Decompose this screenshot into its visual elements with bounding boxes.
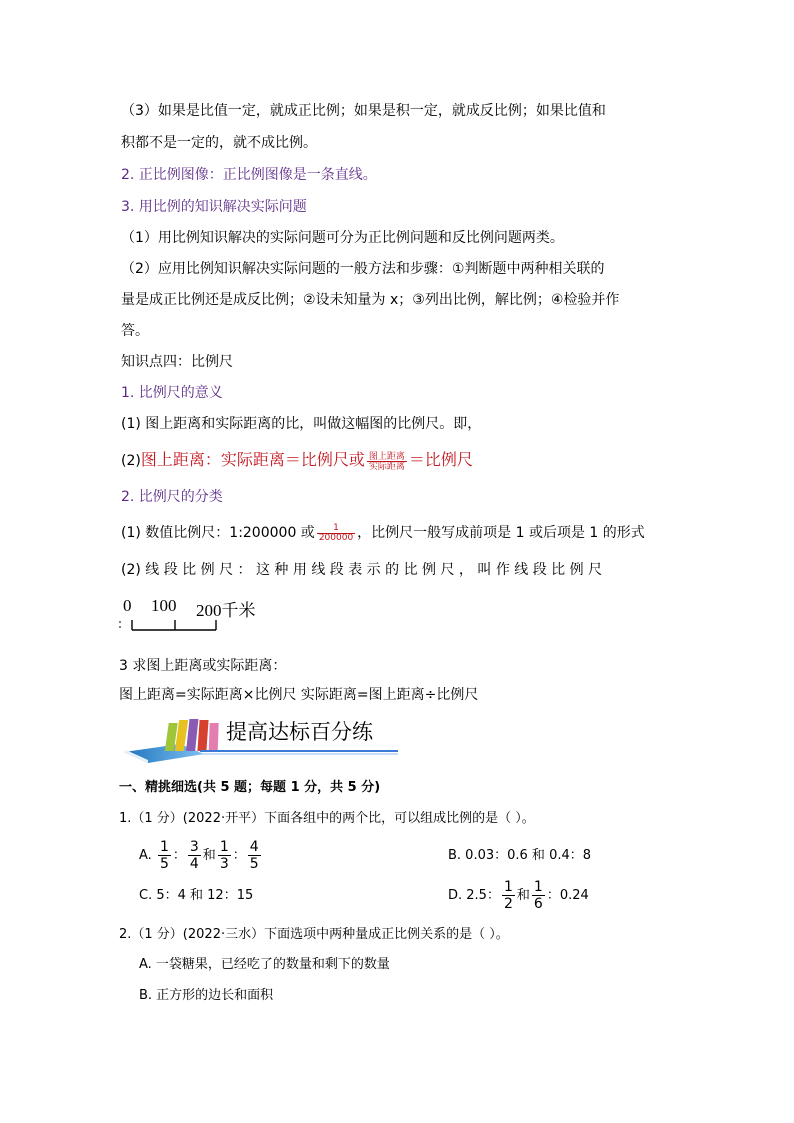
numeric-scale-fraction — [317, 524, 355, 543]
numerator: 1 — [503, 879, 513, 895]
and-word: 和 — [202, 848, 216, 863]
option-d-tail: ：0.24 — [546, 888, 589, 903]
formula-fraction — [367, 452, 407, 471]
line-segment-scale-text: (2) 线 段 比 例 尺 ： 这 种 用 线 段 表 示 的 比 例 尺 ， 叫 作 线 段 比 例 尺 — [121, 562, 603, 578]
scale-definition: (1) 图上距离和实际距离的比，叫做这幅图的比例尺。即， — [121, 416, 482, 432]
numeric-scale-fraction-numerator: 1 — [317, 524, 355, 534]
find-distance-heading: 3 求图上距离或实际距离： — [119, 658, 287, 674]
option-d-label: D. 2.5： — [448, 888, 500, 903]
scale-label-200: 200千米 — [196, 601, 256, 620]
fraction-1-2 — [502, 879, 515, 912]
numeric-scale-line — [121, 520, 645, 546]
fraction-3-4 — [188, 839, 201, 872]
subheading-proportional-graph: 2. 正比例图像：正比例图像是一条直线。 — [121, 167, 377, 183]
numerator: 1 — [533, 879, 543, 895]
fraction-1-6 — [532, 879, 545, 912]
text-line-6: （2）应用比例知识解决实际问题的一般方法和步骤：①判断题中两种相关联的 — [121, 261, 605, 277]
section-heading-scale: 知识点四：比例尺 — [121, 354, 233, 370]
numeric-scale-part2: ，比例尺一般写成前项是 1 或后项是 1 的形式 — [357, 525, 645, 541]
banner-title: 提高达标百分练 — [226, 720, 373, 744]
fraction-1-3 — [218, 839, 231, 872]
fraction-1-5 — [158, 839, 171, 872]
text-line-7: 量是成正比例还是成反比例；②设未知量为 x；③列出比例，解比例；④检验并作 — [121, 292, 620, 308]
option-a-label: A. — [139, 848, 152, 863]
numerator: 4 — [249, 839, 259, 855]
question-1-option-a[interactable] — [139, 836, 263, 876]
formula-prefix: (2) — [121, 453, 141, 469]
text-line-5: （1）用比例知识解决的实际问题可分为正比例问题和反比例问题两类。 — [121, 230, 564, 246]
scale-formula-line — [121, 448, 473, 474]
question-2-stem: 2.（1 分）(2022·三水）下面选项中两种量成正比例关系的是（ ）。 — [119, 927, 509, 942]
numerator: 3 — [189, 839, 199, 855]
numerator: 1 — [219, 839, 229, 855]
scale-label-0: 0 — [123, 596, 132, 615]
denominator: 6 — [533, 896, 543, 912]
colon: ： — [172, 848, 186, 863]
section-title: 一、精挑细选(共 5 题；每题 1 分，共 5 分) — [119, 780, 381, 795]
formula-part1: 图上距离：实际距离＝比例尺或 — [140, 452, 365, 469]
text-line-8: 答。 — [121, 323, 149, 339]
subheading-solve-problems: 3. 用比例的知识解决实际问题 — [121, 199, 307, 215]
formula-fraction-numerator: 图上距离 — [368, 450, 405, 461]
and-word: 和 — [516, 888, 530, 903]
fraction-4-5 — [248, 839, 261, 872]
denominator: 2 — [503, 896, 513, 912]
denominator: 4 — [189, 856, 199, 872]
numeric-scale-part1: (1) 数值比例尺：1:200000 或 — [121, 525, 315, 541]
denominator: 5 — [159, 856, 169, 872]
text-line-2: 积都不是一定的，就不成比例。 — [121, 135, 317, 151]
formula-part2: ＝比例尺 — [408, 452, 473, 469]
numerator: 1 — [159, 839, 169, 855]
scale-label-100: 100 — [151, 596, 177, 615]
colon: ： — [232, 848, 246, 863]
question-1-option-b[interactable]: B. 0.03：0.6 和 0.4：8 — [448, 848, 592, 863]
text-line-1: （3）如果是比值一定，就成正比例；如果是积一定，就成反比例；如果比值和 — [121, 103, 606, 119]
question-2-option-a[interactable]: A. 一袋糖果，已经吃了的数量和剩下的数量 — [139, 957, 390, 972]
question-2-option-b[interactable]: B. 正方形的边长和面积 — [139, 988, 274, 1003]
subheading-scale-meaning: 1. 比例尺的意义 — [121, 385, 223, 401]
numeric-scale-fraction-denominator: 200000 — [318, 532, 354, 543]
practice-banner — [120, 714, 400, 764]
denominator: 5 — [249, 856, 259, 872]
question-1-stem: 1.（1 分）(2022·开平）下面各组中的两个比，可以组成比例的是（ ）。 — [119, 811, 535, 826]
denominator: 3 — [219, 856, 229, 872]
question-1-option-d[interactable] — [448, 876, 589, 916]
question-1-option-c[interactable]: C. 5：4 和 12：15 — [139, 888, 254, 903]
distance-formulas: 图上距离=实际距离×比例尺 实际距离=图上距离÷比例尺 — [119, 687, 479, 703]
formula-fraction-denominator: 实际距离 — [368, 460, 405, 471]
subheading-scale-types: 2. 比例尺的分类 — [121, 489, 223, 505]
line-segment-scale-bar — [118, 612, 228, 636]
